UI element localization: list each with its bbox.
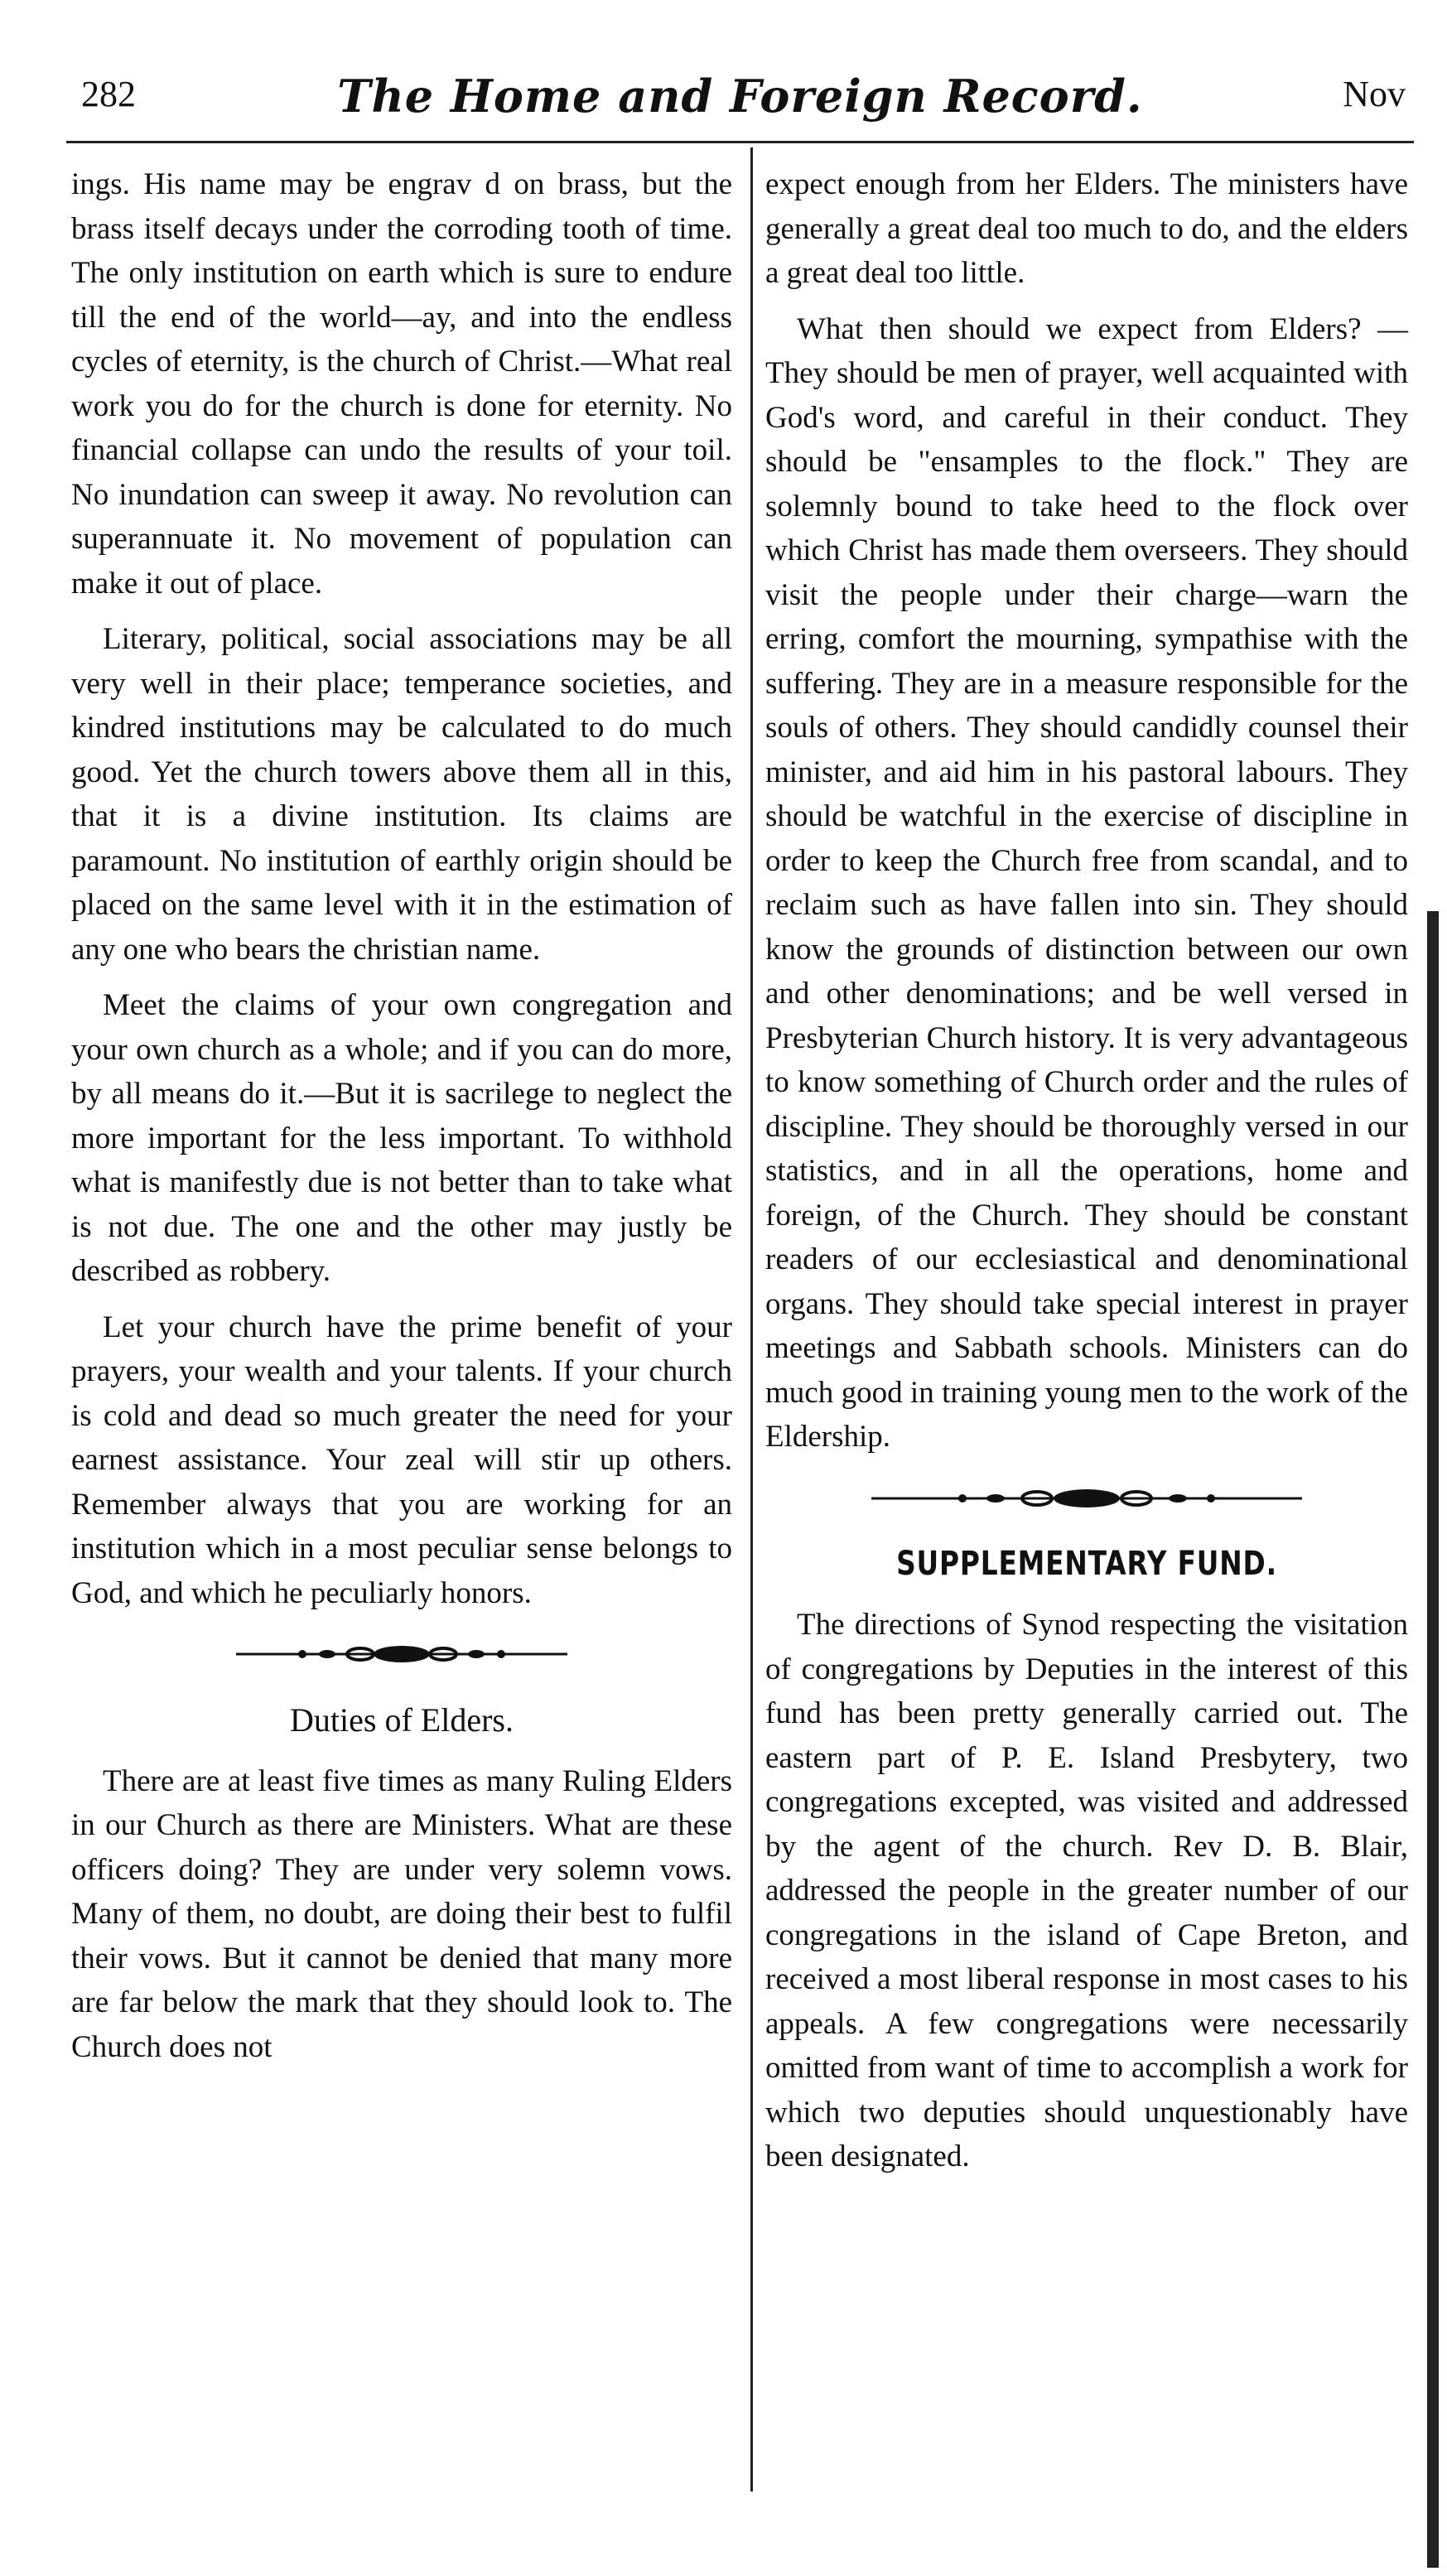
page-header (75, 70, 1406, 139)
paragraph: expect enough from her Elders. The ministers have generally a great deal too much to do, and the elders a great deal too little. (765, 167, 1408, 290)
paragraph: ings. His name may be engrav d on brass, but the brass itself decays under the corroding tooth of time. The only institution on earth which is sure to endure till the end of the world—ay, and into the endless cycles of eternity, is the church of Christ.—What real work you do for the church is done for eternity. No financial collapse can undo the results of your toil. No inundation can sweep it away. No revolution can superannuate it. No movement of population can make it out of place. (71, 167, 732, 601)
section-heading-supplementary-fund: SUPPLEMENTARY FUND. (896, 1544, 1277, 1583)
paragraph: Let your church have the prime benefit of your prayers, your wealth and your talents. If your church is cold and dead so much greater the need for your earnest assistance. Your zeal will stir up others. Remember always that you are working for an institution which in a most peculiar sense belongs to God, and which he peculiarly honors. (71, 1310, 732, 1610)
paragraph: Meet the claims of your own congregation and your own church as a whole; and if you can do more, by all means do it.—But it is sacrilege to neglect the more important for the less important. To withhold what is manifestly due is not better than to take what is not due. The one and the other may justly be described as robbery. (71, 988, 732, 1288)
section-heading-duties-of-elders: Duties of Elders. (290, 1701, 514, 1739)
binding-edge-shadow (1427, 911, 1439, 2568)
paragraph: Literary, political, social associations may be all very well in their place; temperance societies, and kindred institutions may be calculated to do much good. Yet the church towers above them all in this, that it is a divine institution. Its claims are paramount. No institution of earthly origin should be placed on the same level with it in the estimation of any one who bears the christian name. (71, 622, 732, 967)
ornament-divider-icon (236, 1640, 567, 1668)
right-column (765, 162, 1408, 2191)
column-divider (750, 147, 753, 2492)
header-rule (66, 141, 1414, 143)
left-column (71, 162, 732, 2081)
paragraph: The directions of Synod respecting the visitation of congregations by Deputies in the interest of this fund has been pretty generally carried out. The eastern part of P. E. Island Presbytery, two congregations excepted, was visited and addressed by the agent of the church. Rev D. B. Blair, addressed the people in the greater number of our congregations in the island of Cape Breton, and received a most liberal response in most cases to his appeals. A few congregations were necessarily omitted from want of time to accomplish a work for which two deputies should unquestionably have been designated. (765, 1608, 1408, 2173)
issue-month: Nov (1343, 74, 1406, 114)
paragraph: What then should we expect from Elders? —They should be men of prayer, well acquainted with God's word, and careful in their conduct. They should be "ensamples to the flock." They are solemnly bound to take heed to the flock over which Christ has made them overseers. They should visit the people under their charge—warn the erring, comfort the mourning, sympathise with the suffering. They are in a measure responsible for the souls of others. They should candidly counsel their minister, and aid him in his pastoral labours. They should be watchful in the exercise of discipline in order to keep the Church free from scandal, and to reclaim such as have fallen into sin. They should know the grounds of distinction between our own and other denominations; and be well versed in Presbyterian Church history. It is very advantageous to know something of Church order and the rules of discipline. They should be thoroughly versed in our statistics, and in all the operations, home and foreign, of the Church. They should be constant readers of our ecclesiastical and denominational organs. They should take special interest in prayer meetings and Sabbath schools. Ministers can do much good in training young men to the work of the Eldership. (765, 311, 1408, 1454)
paragraph: There are at least five times as many Ruling Elders in our Church as there are Ministers. What are these officers doing? They are under very solemn vows. Many of them, no doubt, are doing their best to fulfil their vows. But it cannot be denied that many more are far below the mark that they should look to. The Church does not (71, 1763, 732, 2064)
ornament-divider-icon (871, 1484, 1302, 1512)
journal-title: The Home and Foreign Record. (337, 70, 1143, 123)
page-number: 282 (81, 74, 136, 114)
